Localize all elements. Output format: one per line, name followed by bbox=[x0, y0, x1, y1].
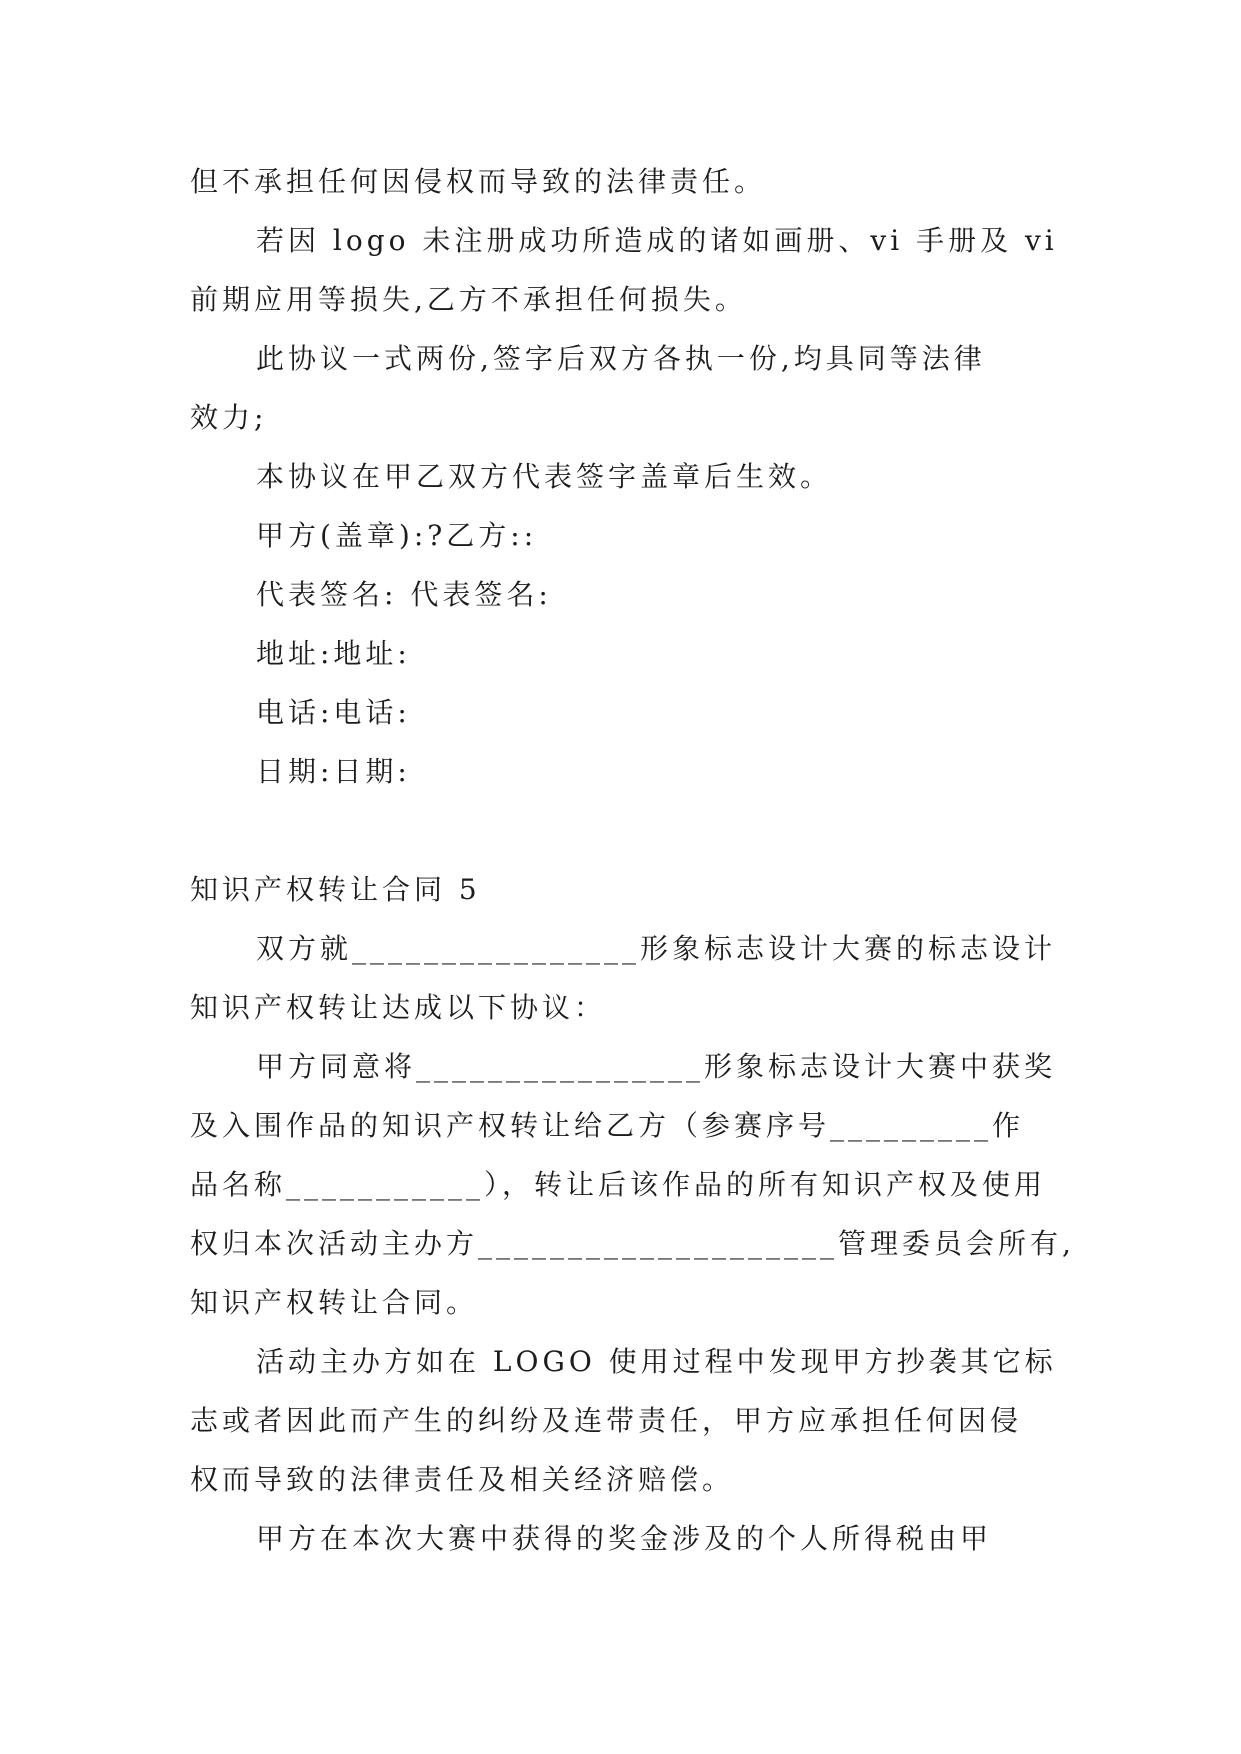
signature-line-address: 地址:地址: bbox=[256, 637, 411, 670]
signature-line-date: 日期:日期: bbox=[256, 755, 411, 788]
text-line: 知识产权转让合同。 bbox=[190, 1286, 479, 1319]
text-line: 及入围作品的知识产权转让给乙方（参赛序号_________作 bbox=[190, 1109, 1025, 1142]
signature-line-phone: 电话:电话: bbox=[256, 696, 411, 729]
text-line: 甲方同意将________________形象标志设计大赛中获奖 bbox=[256, 1050, 1057, 1083]
text-line: 志或者因此而产生的纠纷及连带责任，甲方应承担任何因侵 bbox=[190, 1404, 1023, 1437]
section-gap bbox=[190, 801, 1054, 860]
text-line: 知识产权转让达成以下协议： bbox=[190, 991, 607, 1024]
text-line: 甲方在本次大赛中获得的奖金涉及的个人所得税由甲 bbox=[256, 1522, 993, 1555]
text-line: 权而导致的法律责任及相关经济赔偿。 bbox=[190, 1463, 735, 1496]
text-line: 双方就________________形象标志设计大赛的标志设计 bbox=[256, 932, 1057, 965]
document-body bbox=[190, 152, 1075, 1568]
text-line: 但不承担任何因侵权而导致的法律责任。 bbox=[190, 165, 767, 198]
text-line: 若因 logo 未注册成功所造成的诸如画册、vi 手册及 vi bbox=[256, 224, 1058, 257]
text-line: 效力; bbox=[190, 401, 268, 434]
text-line: 权归本次活动主办方____________________管理委员会所有, bbox=[190, 1227, 1075, 1260]
section-heading: 知识产权转让合同 5 bbox=[190, 873, 481, 906]
text-line: 品名称___________），转让后该作品的所有知识产权及使用 bbox=[190, 1168, 1047, 1201]
signature-line-party-a-b: 甲方(盖章):?乙方:: bbox=[256, 519, 538, 552]
text-line: 此协议一式两份,签字后双方各执一份,均具同等法律 bbox=[256, 342, 986, 375]
text-line: 前期应用等损失,乙方不承担任何损失。 bbox=[190, 283, 747, 316]
text-line: 本协议在甲乙双方代表签字盖章后生效。 bbox=[256, 460, 833, 493]
text-line: 活动主办方如在 LOGO 使用过程中发现甲方抄袭其它标 bbox=[256, 1345, 1057, 1378]
signature-line-representatives: 代表签名: 代表签名: bbox=[256, 578, 552, 611]
